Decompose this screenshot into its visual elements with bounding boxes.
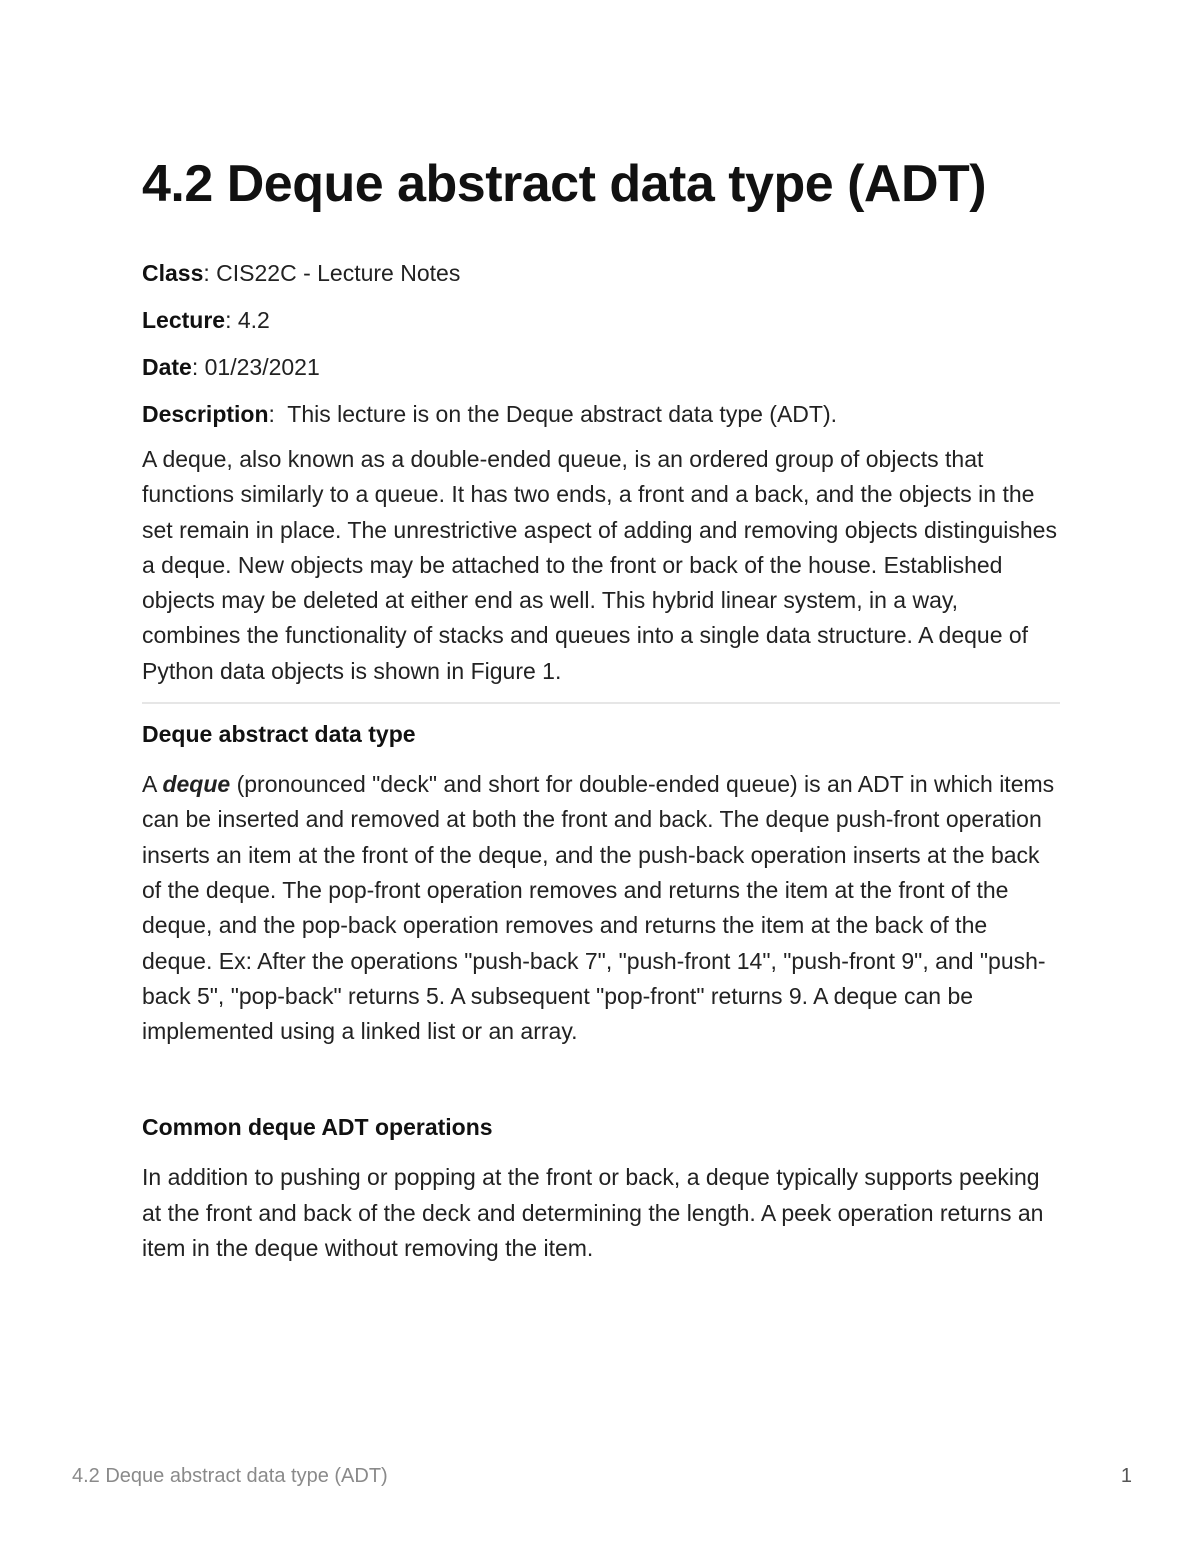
property-class: Class: CIS22C - Lecture Notes [142, 260, 461, 286]
property-date: Date: 01/23/2021 [142, 354, 320, 380]
property-label: Class [142, 260, 204, 286]
property-label: Date [142, 354, 192, 380]
footer-title: 4.2 Deque abstract data type (ADT) [72, 1465, 388, 1487]
section-paragraph-common-operations: In addition to pushing or popping at the front or back, a deque typically supports peeking at the front and back of the deck and determining the length. A peek operation returns an item in the deque without removing the item. [142, 1164, 1044, 1262]
section-heading-deque-adt: Deque abstract data type [142, 721, 416, 748]
page-footer [72, 1462, 1132, 1490]
property-description: Description: This lecture is on the Deque abstract data type (ADT). [142, 401, 837, 427]
page-number: 1 [1120, 1465, 1132, 1487]
property-label: Description [142, 401, 269, 427]
paragraph-text: (pronounced "deck" and short for double-ended queue) is an ADT in which items can be inserted and removed at both the front and back. The deque push-front operation inserts an item at the front of the deque, and the push-back operation inserts at the back of the deque. The pop-front operation removes and returns the item at the front of the deque, and the pop-back operation removes and returns the item at the back of the deque. Ex: After the operations "push-back 7", "push-front 14", "push-front 9", and "push-back 5", "pop-back" returns 5. A subsequent "pop-front" returns 9. A deque can be implemented using a linked list or an array. [142, 771, 1055, 1045]
property-lecture: Lecture: 4.2 [142, 307, 270, 333]
paragraph-text: A [142, 771, 163, 798]
intro-paragraph: A deque, also known as a double-ended queue, is an ordered group of objects that functions similarly to a queue. It has two ends, a front and a back, and the objects in the set remain in place. The unrestrictive aspect of adding and removing objects distinguishes a deque. New objects may be attached to the front or back of the house. Established objects may be deleted at either end as well. This hybrid linear system, in a way, combines the functionality of stacks and queues into a single data structure. A deque of Python data objects is shown in Figure 1. [142, 446, 1057, 684]
divider [142, 702, 1060, 704]
property-list [142, 258, 1060, 429]
section-heading-common-operations: Common deque ADT operations [142, 1114, 493, 1141]
section-paragraph-deque-adt [142, 767, 1060, 1049]
property-value: 01/23/2021 [204, 354, 320, 380]
property-value: CIS22C - Lecture Notes [216, 260, 461, 286]
defined-term: deque [162, 771, 231, 798]
property-value: 4.2 [237, 307, 270, 333]
page-title: 4.2 Deque abstract data type (ADT) [142, 155, 987, 213]
property-label: Lecture [142, 307, 226, 333]
property-value: This lecture is on the Deque abstract data type (ADT). [287, 401, 837, 427]
document-page [142, 148, 1060, 1266]
